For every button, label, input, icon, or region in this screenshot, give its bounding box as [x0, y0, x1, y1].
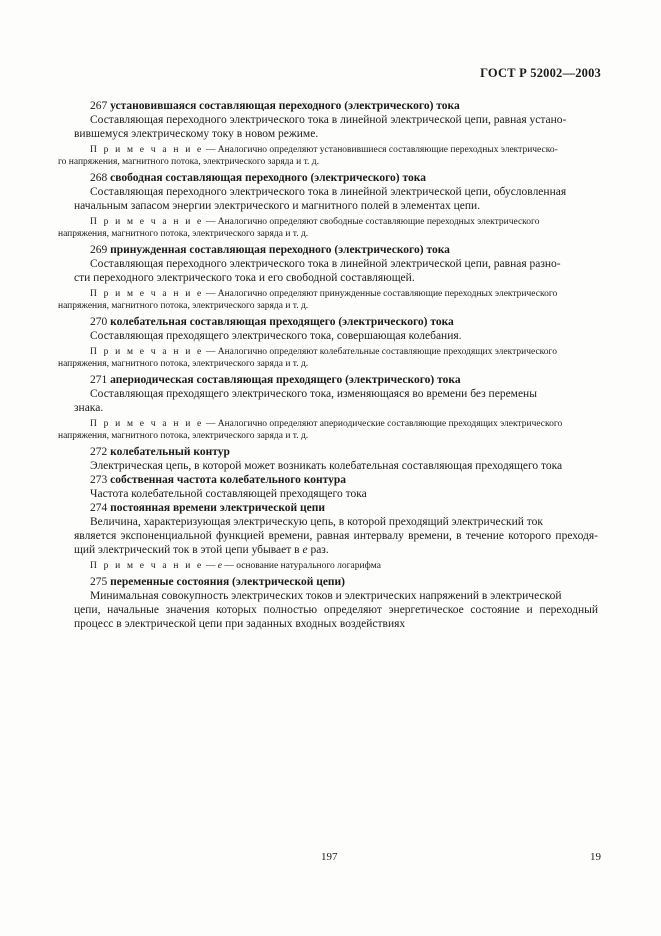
definition-line: Составляющая преходящего электрического тока, изменяющаяся во времени без перемены: [90, 388, 537, 400]
standard-header: ГОСТ Р 52002—2003: [480, 66, 601, 80]
note-label: П р и м е ч а н и е: [90, 217, 204, 227]
note-label: П р и м е ч а н и е: [90, 561, 204, 571]
term-heading: [90, 373, 598, 387]
term-title: собственная частота колебательного контура: [110, 474, 347, 486]
term-title: постоянная времени электрической цепи: [110, 502, 326, 514]
note-continuation: напряжения, магнитного потока, электрического заряда и т. д.: [58, 301, 309, 311]
term-title: свободная составляющая переходного (электрического) тока: [110, 172, 426, 184]
term-entry-268: [58, 171, 598, 240]
note-label: П р и м е ч а н и е: [90, 419, 204, 429]
term-note: [58, 144, 598, 168]
term-entry-271: [58, 373, 598, 442]
note-continuation: напряжения, магнитного потока, электрического заряда и т. д.: [58, 431, 309, 441]
note-continuation: напряжения, магнитного потока, электрического заряда и т. д.: [58, 359, 309, 369]
term-note: П р и м е ч а н и е — e — основание натурального логарифма: [90, 561, 381, 571]
term-number: 271: [90, 374, 108, 386]
term-note: [58, 418, 598, 442]
note-label: П р и м е ч а н и е: [90, 347, 204, 357]
term-definition: [90, 329, 598, 343]
term-number: 275: [90, 576, 108, 588]
definition-continuation: начальным запасом энергии электрического и магнитного полей в элементах цепи.: [74, 200, 481, 212]
definition-continuation: вившемуся электрическому току в новом режиме.: [74, 128, 319, 140]
definition-line: является экспоненциальной функцией времени, равная интервалу времени, в течение которого преходя-: [74, 530, 598, 542]
term-note: [58, 288, 598, 312]
term-entry-274: [74, 501, 598, 572]
term-definition: Электрическая цепь, в которой может возникать колебательная составляющая преходящего тока: [90, 460, 563, 472]
definition-line: Составляющая преходящего электрического тока, совершающая колебания.: [90, 330, 462, 342]
definition-line: щий электрический ток в этой цепи убывает в: [74, 544, 303, 556]
term-title: колебательная составляющая преходящего (электрического) тока: [110, 316, 454, 328]
term-number: 267: [90, 100, 108, 112]
definition-line: цепи, начальные значения которых полностью определяют энергетическое состояние и переходный: [74, 604, 598, 616]
term-definition: [74, 387, 598, 415]
term-heading: [90, 243, 598, 257]
term-definition: Частота колебательной составляющей преходящего тока: [90, 488, 367, 500]
term-heading: [90, 99, 598, 113]
definition-line: Составляющая переходного электрического тока в линейной электрической цепи, обусловленная: [90, 186, 567, 198]
note-text: — Аналогично определяют колебательные составляющие преходящих электрического: [203, 347, 557, 357]
term-entry-269: [58, 243, 598, 312]
page-number-center: 197: [321, 851, 338, 863]
term-title: переменные состояния (электрической цепи): [110, 576, 346, 588]
euler-variable: e: [217, 561, 222, 571]
term-number: 268: [90, 172, 108, 184]
term-entry-273: [90, 473, 598, 501]
term-definition: [74, 257, 598, 285]
definition-line: раз.: [307, 544, 329, 556]
definition-continuation: сти переходного электрического тока и его свободной составляющей.: [74, 272, 415, 284]
term-entry-275: [74, 575, 598, 631]
note-text: — Аналогично определяют принужденные составляющие переходных электрического: [203, 289, 558, 299]
term-heading: [90, 501, 598, 515]
note-label: П р и м е ч а н и е: [90, 289, 204, 299]
definition-line: Составляющая переходного электрического тока в линейной электрической цепи, равная устано-: [90, 114, 567, 126]
definition-line: Составляющая переходного электрического тока в линейной электрической цепи, равная разно-: [90, 258, 561, 270]
term-heading: [90, 575, 598, 589]
term-definition: [74, 515, 598, 557]
term-title: колебательный контур: [110, 446, 230, 458]
term-entry-272: [90, 445, 598, 473]
term-definition: [74, 589, 598, 631]
term-definition: [74, 185, 598, 213]
euler-variable: e: [302, 544, 308, 556]
term-heading: [90, 315, 598, 329]
term-title: апериодическая составляющая преходящего (электрического) тока: [110, 374, 461, 386]
term-number: 274: [90, 502, 108, 514]
term-note: [58, 216, 598, 240]
term-number: 270: [90, 316, 108, 328]
definition-line: Величина, характеризующая электрическую цепь, в которой преходящий электрический ток: [90, 516, 543, 528]
term-heading: [90, 171, 598, 185]
note-continuation: напряжения, магнитного потока, электрического заряда и т. д.: [58, 229, 309, 239]
definition-line: процесс в электрической цепи при заданных входных воздействиях: [74, 618, 406, 630]
term-entry-270: [58, 315, 598, 370]
note-continuation: го напряжения, магнитного потока, электрического заряда и т. д.: [58, 157, 319, 167]
definition-line: Минимальная совокупность электрических токов и электрических напряжений в электрической: [90, 590, 562, 602]
note-text: — Аналогично определяют апериодические составляющие преходящих электрического: [203, 419, 563, 429]
term-number: 273: [90, 474, 108, 486]
term-heading: [90, 445, 598, 459]
note-text: — Аналогично определяют свободные составляющие переходных электрического: [203, 217, 540, 227]
page-number-right: 19: [590, 851, 601, 863]
definition-continuation: знака.: [74, 402, 104, 414]
note-label: П р и м е ч а н и е: [90, 145, 204, 155]
term-definition: [74, 113, 598, 141]
term-heading: [90, 473, 598, 487]
note-text: — основание натурального логарифма: [221, 561, 381, 571]
term-title: принужденная составляющая переходного (электрического) тока: [110, 244, 450, 256]
term-note: [58, 346, 598, 370]
document-body: [58, 99, 598, 631]
term-entry-267: [58, 99, 598, 168]
term-number: 272: [90, 446, 108, 458]
term-title: установившаяся составляющая переходного (электрического) тока: [110, 100, 460, 112]
note-text: — Аналогично определяют установившиеся составляющие переходных электрическо-: [203, 145, 558, 155]
term-number: 269: [90, 244, 108, 256]
